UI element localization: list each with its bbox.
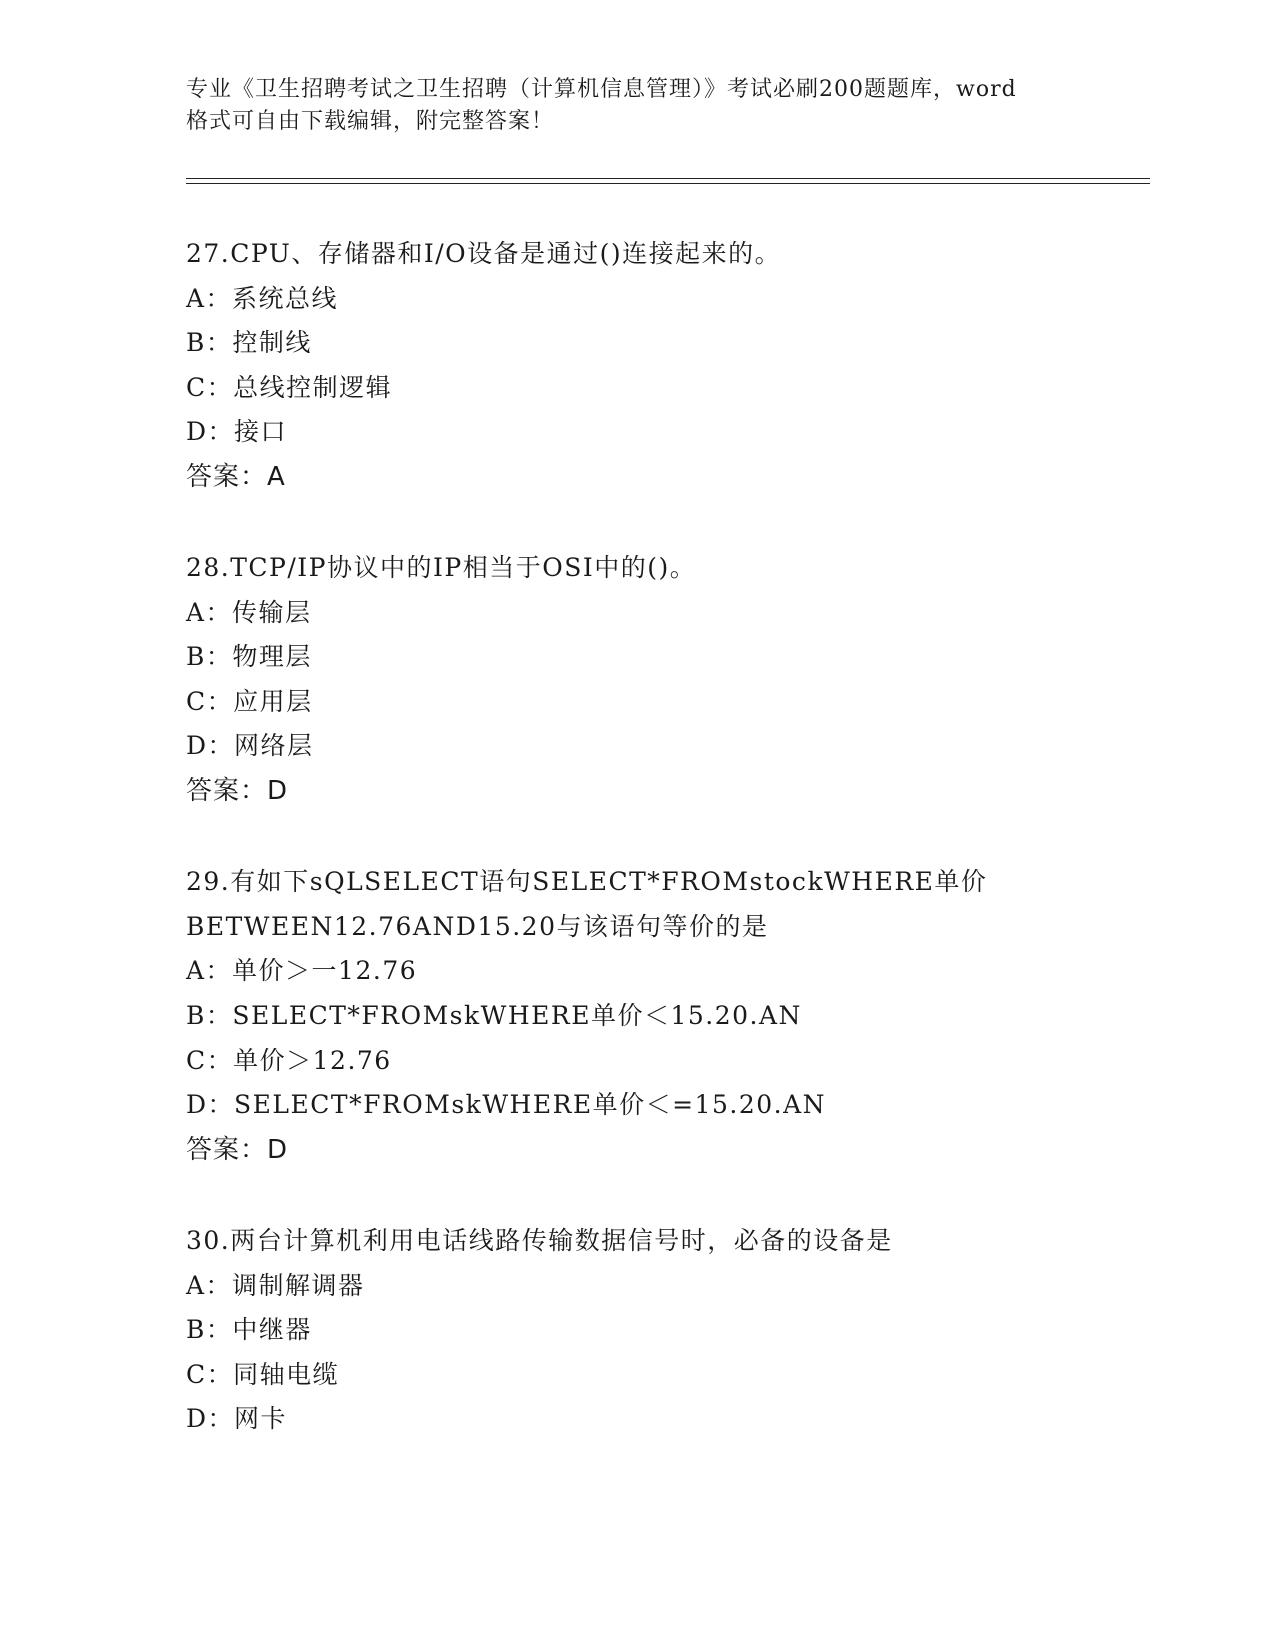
- question-stem-line-2: BETWEEN12.76AND15.20与该语句等价的是: [186, 912, 769, 941]
- option-b: B：SELECT*FROMskWHERE单价＜15.20.AN: [186, 1001, 802, 1030]
- question-stem: 30.两台计算机利用电话线路传输数据信号时，必备的设备是: [186, 1226, 893, 1255]
- option-b: B：中继器: [186, 1315, 312, 1344]
- header-divider-bottom: [186, 183, 1150, 184]
- option-d: D：SELECT*FROMskWHERE单价＜=15.20.AN: [186, 1090, 827, 1119]
- document-header: [186, 74, 1086, 138]
- answer-label: 答案：D: [186, 776, 289, 806]
- question-stem-line-1: 29.有如下sQLSELECT语句SELECT*FROMstockWHERE单价: [186, 867, 988, 896]
- option-a: A：系统总线: [186, 284, 339, 313]
- option-c: C：应用层: [186, 687, 313, 716]
- option-c: C：同轴电缆: [186, 1360, 340, 1389]
- option-c: C：总线控制逻辑: [186, 373, 393, 402]
- option-d: D：网卡: [186, 1404, 288, 1433]
- option-c: C：单价＞12.76: [186, 1046, 392, 1075]
- header-title-line-1: 专业《卫生招聘考试之卫生招聘（计算机信息管理）》考试必刷200题题库，word: [186, 77, 1017, 102]
- option-b: B：控制线: [186, 328, 312, 357]
- question-stem: 28.TCP/IP协议中的IP相当于OSI中的()。: [186, 553, 697, 582]
- option-a: A：传输层: [186, 598, 312, 627]
- option-b: B：物理层: [186, 642, 312, 671]
- option-d: D：网络层: [186, 731, 314, 760]
- option-a: A：单价＞一12.76: [186, 956, 418, 985]
- answer-label: 答案：D: [186, 1135, 289, 1165]
- answer-label: 答案：A: [186, 462, 286, 492]
- header-divider-top: [186, 178, 1150, 179]
- question-stem: 27.CPU、存储器和I/O设备是通过()连接起来的。: [186, 239, 782, 268]
- header-title-line-2: 格式可自由下载编辑，附完整答案！: [186, 109, 555, 134]
- option-d: D：接口: [186, 417, 288, 446]
- option-a: A：调制解调器: [186, 1271, 365, 1300]
